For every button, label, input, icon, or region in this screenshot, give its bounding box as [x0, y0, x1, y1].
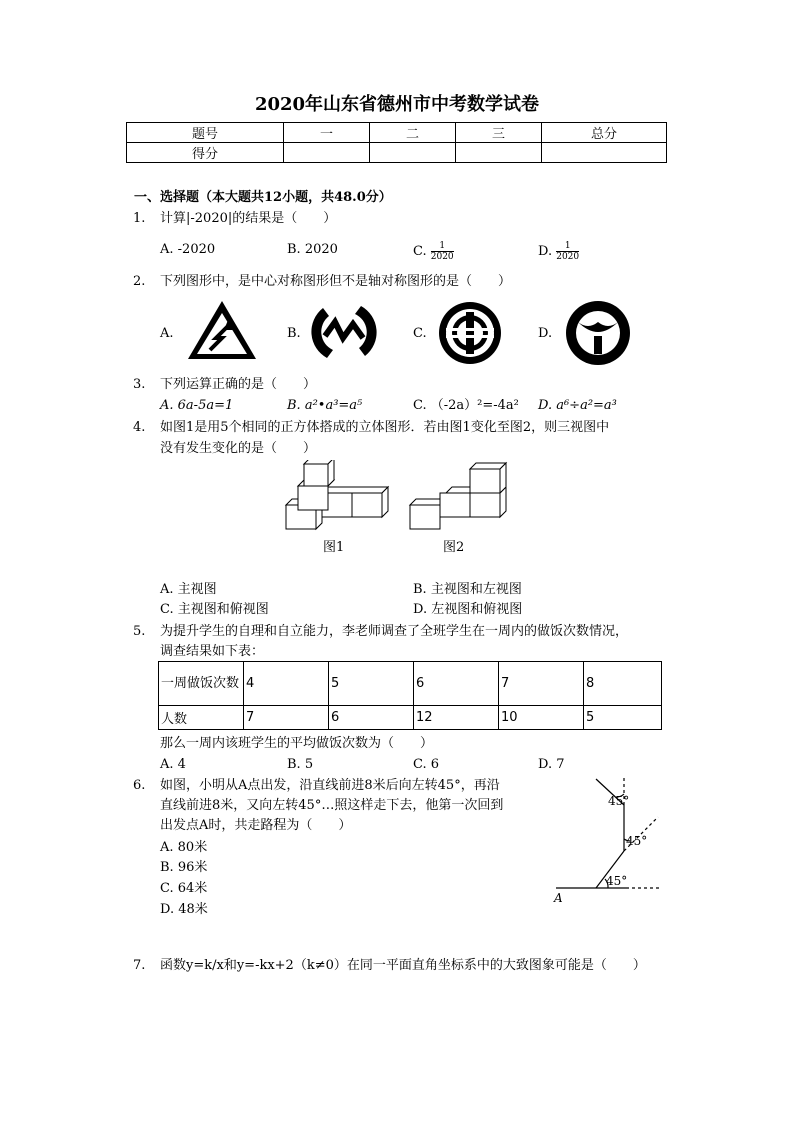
- table-cell: 8: [584, 662, 662, 706]
- score-cell[interactable]: [456, 143, 542, 163]
- option-b: B. 2020: [287, 242, 338, 257]
- angle-label: 45°: [626, 834, 648, 848]
- option-a: A. 6a-5a=1: [160, 398, 234, 413]
- option-a: A.: [160, 326, 174, 341]
- option-d: D. $\frac{1}{2020}$: [538, 241, 580, 262]
- figure-caption: 图1: [323, 540, 345, 555]
- option-c: C.: [413, 326, 427, 341]
- table-cell: 人数: [159, 706, 244, 730]
- option-c: C. 64米: [160, 881, 208, 896]
- question-number: 6.: [133, 778, 146, 793]
- score-cell[interactable]: [284, 143, 370, 163]
- table-cell: 5: [584, 706, 662, 730]
- score-header-cell: 一: [284, 123, 370, 143]
- option-a: A. -2020: [160, 242, 216, 257]
- data-table: [158, 661, 662, 730]
- cube-figure-1: [280, 460, 390, 532]
- question-stem: 如图1是用5个相同的正方体搭成的立体图形．若由图1变化至图2，则三视图中: [160, 420, 610, 435]
- table-cell: 7: [244, 706, 329, 730]
- option-d: D. 48米: [160, 902, 208, 917]
- question-stem: 计算|-2020|的结果是（ ）: [160, 211, 337, 226]
- option-b: B. 5: [287, 757, 314, 772]
- table-cell: 6: [414, 662, 499, 706]
- point-label: A: [554, 891, 563, 905]
- score-header-cell: 三: [456, 123, 542, 143]
- cube-figure-2: [404, 460, 514, 532]
- option-a: A. 4: [160, 757, 186, 772]
- warning-sign-icon: [186, 298, 258, 362]
- path-diagram: [550, 775, 670, 905]
- question-stem: 下列图形中，是中心对称图形但不是轴对称图形的是（ ）: [160, 274, 512, 289]
- score-row-label: 得分: [127, 143, 284, 163]
- question-stem: 为提升学生的自理和自立能力，李老师调查了全班学生在一周内的做饭次数情况，: [160, 624, 629, 639]
- option-b: B. a²•a³=a⁵: [287, 398, 363, 413]
- question-number: 3.: [133, 377, 146, 392]
- option-b: B. 主视图和左视图: [413, 582, 522, 597]
- table-cell: 7: [499, 662, 584, 706]
- score-cell[interactable]: [370, 143, 456, 163]
- table-cell: 6: [329, 706, 414, 730]
- question-number: 5.: [133, 624, 146, 639]
- question-number: 1.: [133, 211, 146, 226]
- option-a: A. 主视图: [160, 582, 217, 597]
- question-stem: 调查结果如下表：: [160, 644, 265, 659]
- option-a: A. 80米: [160, 840, 208, 855]
- option-c: C. $\frac{1}{2020}$: [413, 241, 454, 262]
- question-number: 2.: [133, 274, 146, 289]
- score-table: [126, 122, 667, 163]
- question-stem: 那么一周内该班学生的平均做饭次数为（ ）: [160, 736, 434, 751]
- question-stem: 直线前进8米，又向左转45°…照这样走下去，他第一次回到: [160, 798, 504, 813]
- question-stem: 出发点A时，共走路程为（ ）: [160, 818, 352, 833]
- option-d: D. a⁶÷a²=a³: [538, 398, 617, 413]
- table-cell: 一周做饭次数: [159, 662, 244, 706]
- option-b: B.: [287, 326, 301, 341]
- angle-label: 45°: [608, 794, 630, 808]
- question-number: 4.: [133, 420, 146, 435]
- table-cell: 5: [329, 662, 414, 706]
- table-cell: 4: [244, 662, 329, 706]
- bank-emblem-icon: [563, 300, 633, 366]
- score-header-cell: 二: [370, 123, 456, 143]
- question-stem: 下列运算正确的是（ ）: [160, 377, 317, 392]
- section-heading: 一、选择题（本大题共12小题，共48.0分）: [134, 190, 392, 205]
- circle-emblem-icon: [437, 300, 503, 366]
- page-title: 2020年山东省德州市中考数学试卷: [254, 94, 540, 115]
- option-d: D. 7: [538, 757, 565, 772]
- option-d: D. 左视图和俯视图: [413, 602, 523, 617]
- rotational-logo-icon: [309, 298, 379, 366]
- score-header-cell: 总分: [542, 123, 667, 143]
- option-b: B. 96米: [160, 860, 208, 875]
- option-c: C. 6: [413, 757, 440, 772]
- table-cell: 10: [499, 706, 584, 730]
- table-cell: 12: [414, 706, 499, 730]
- question-stem: 如图，小明从A点出发，沿直线前进8米后向左转45°，再沿: [160, 778, 500, 793]
- angle-label: 45°: [606, 874, 628, 888]
- question-stem: 函数y=k/x和y=-kx+2（k≠0）在同一平面直角坐标系中的大致图象可能是（ ）: [160, 958, 646, 973]
- option-d: D.: [538, 326, 553, 341]
- figure-caption: 图2: [443, 540, 465, 555]
- question-stem: 没有发生变化的是（ ）: [160, 441, 317, 456]
- option-c: C. （-2a）²=-4a²: [413, 398, 519, 413]
- question-number: 7.: [133, 958, 146, 973]
- score-header-cell: 题号: [127, 123, 284, 143]
- score-cell[interactable]: [542, 143, 667, 163]
- option-c: C. 主视图和俯视图: [160, 602, 269, 617]
